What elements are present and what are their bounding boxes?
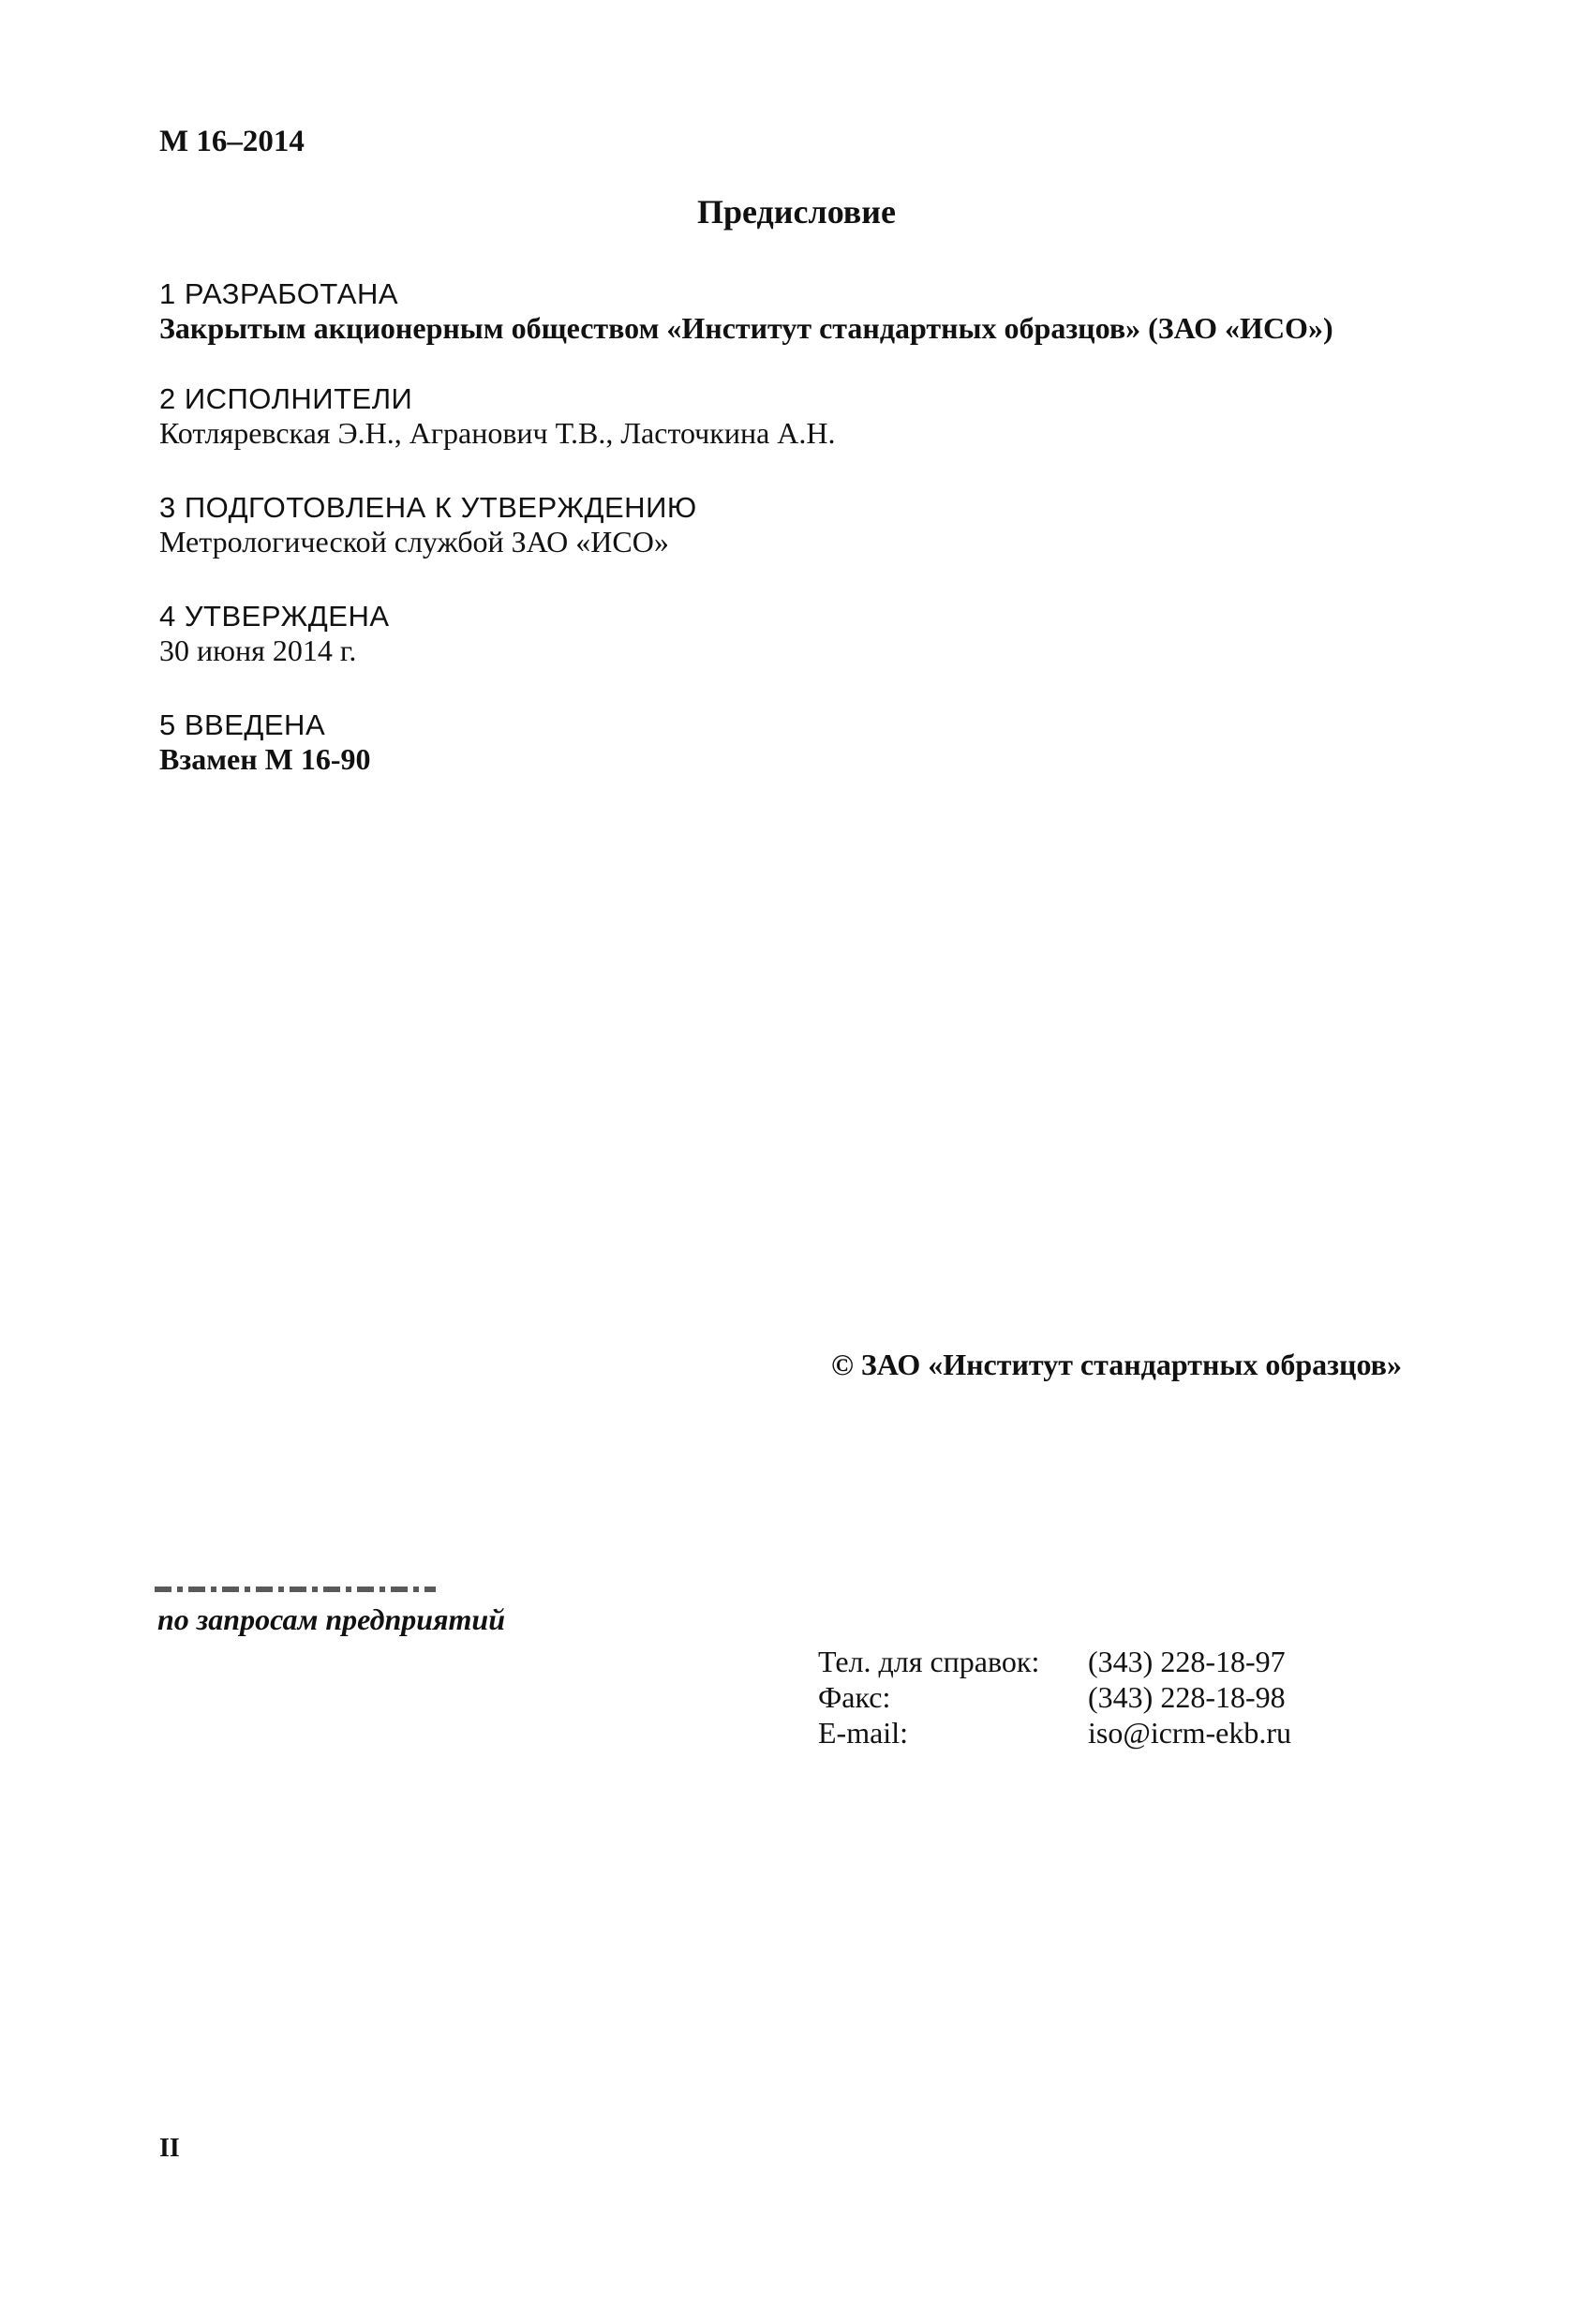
contact-value: (343) 228-18-98 xyxy=(1088,1680,1286,1714)
section-prepared xyxy=(159,491,697,559)
section-body: Закрытым акционерным обществом «Институт стандартных образцов» (ЗАО «ИСО») xyxy=(159,311,1333,345)
contact-label: Факс: xyxy=(818,1680,891,1714)
contact-label: E-mail: xyxy=(818,1716,908,1750)
section-approved xyxy=(159,600,390,668)
section-heading: 5 ВВЕДЕНА xyxy=(159,708,326,741)
contact-row-phone xyxy=(818,1644,1291,1679)
contact-row-email xyxy=(818,1715,1291,1750)
section-heading: 2 ИСПОЛНИТЕЛИ xyxy=(159,382,413,415)
page-title: Предисловие xyxy=(697,193,896,231)
contacts-block xyxy=(818,1644,1291,1750)
contact-label: Тел. для справок: xyxy=(818,1645,1040,1678)
page-number: II xyxy=(159,2134,180,2163)
section-body: 30 июня 2014 г. xyxy=(159,633,357,667)
faded-text-line xyxy=(155,1587,436,1592)
section-heading: 1 РАЗРАБОТАНА xyxy=(159,277,399,310)
distribution-note: по запросам предприятий xyxy=(157,1602,506,1636)
document-number: М 16–2014 xyxy=(159,125,305,158)
section-body: Котляревская Э.Н., Агранович Т.В., Ласточкина А.Н. xyxy=(159,416,836,450)
contact-value-email[interactable]: iso@icrm-ekb.ru xyxy=(1088,1716,1291,1750)
copyright-notice: © ЗАО «Институт стандартных образцов» xyxy=(831,1348,1402,1381)
contact-value: (343) 228-18-97 xyxy=(1088,1645,1286,1678)
section-body: Метрологической службой ЗАО «ИСО» xyxy=(159,525,669,559)
section-developed xyxy=(159,277,1333,346)
section-heading: 3 ПОДГОТОВЛЕНА К УТВЕРЖДЕНИЮ xyxy=(159,491,697,524)
section-body: Взамен М 16-90 xyxy=(159,742,371,776)
section-heading: 4 УТВЕРЖДЕНА xyxy=(159,600,390,633)
section-executors xyxy=(159,382,835,451)
contact-row-fax xyxy=(818,1679,1291,1715)
section-introduced xyxy=(159,708,371,777)
